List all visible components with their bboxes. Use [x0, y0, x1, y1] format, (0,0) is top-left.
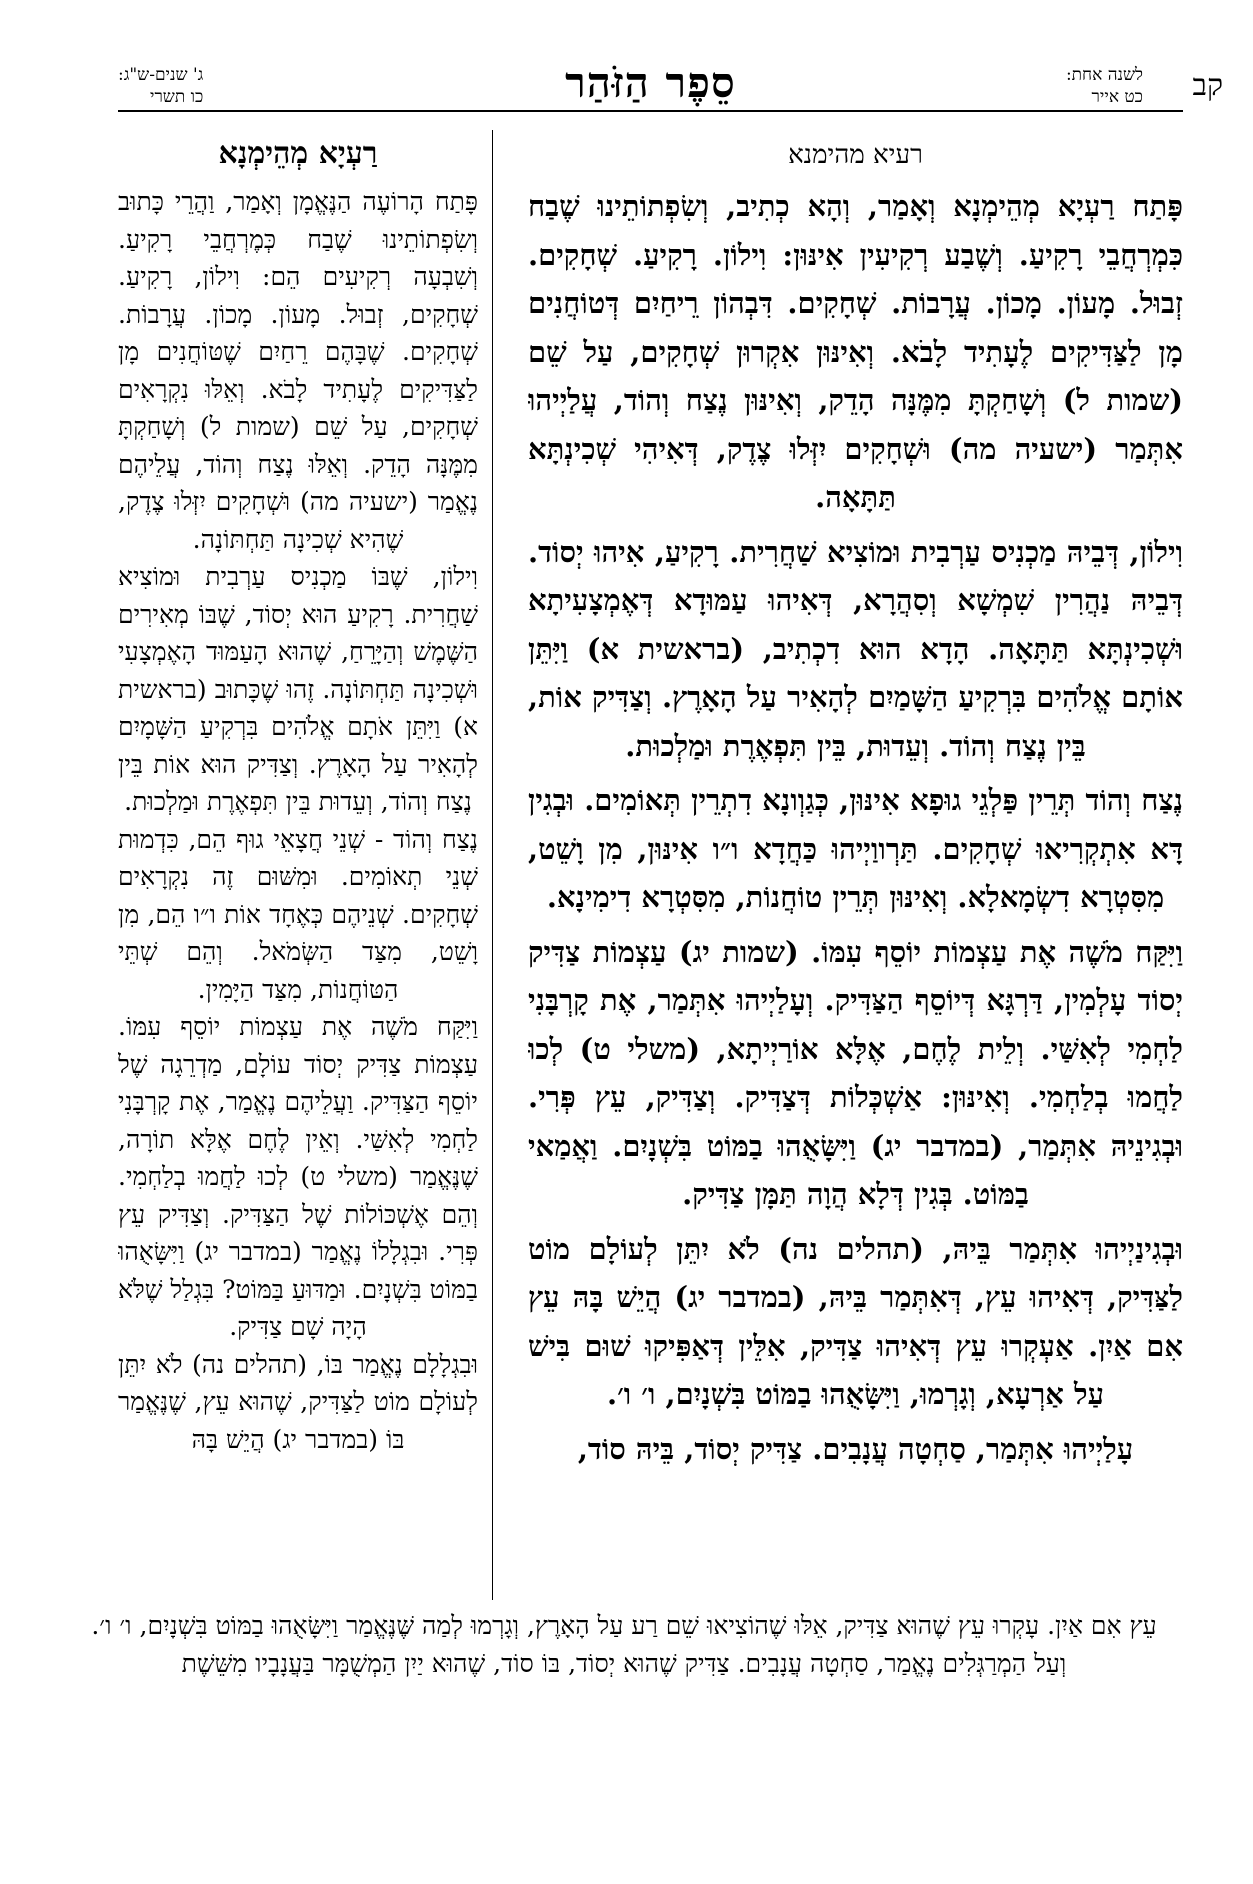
aramaic-text-column: [528, 130, 1183, 1600]
schedule-one-year-date: כט אייר: [1091, 87, 1143, 107]
schedule-three-years-label: ג' שנים-ש"ג:: [118, 65, 204, 85]
text-paragraph: פָּתַח רַעְיָא מְהֵימְנָא וְאָמַר, וְהָא כְתִיב, וְשִׂפְתוֹתֵינוּ שֶׁבַח כִּמְרְחֲבֵי רָקִיעַ. וְשֶׁבַע רְקִיעִין אִינּוּן: וִילוֹן. רָקִיעַ. שְׁחָקִים. זְבוּל. מָעוֹן. מָכוֹן. עֲרָבוֹת. שְׁחָקִים. דִּבְהוֹן רֵיחַיִם דְּטוֹחֲנִים מָן לַצַּדִּיקִים לֶעָתִיד לָבֹא. וְאִינּוּן אִקְרוּן שְׁחָקִים, עַל שֵׁם (שמות ל) וְשָׁחַקְתָּ מִמֶּנָּה הָדֵק, וְאִינּוּן נֶצַח וְהוֹד, עֲלַיְיהוּ אִתְּמַר (ישעיה מה) וּשְׁחָקִים יִזְּלוּ צֶדֶק, דְּאִיהִי שְׁכִינְתָּא תַּתָּאָה.: [528, 189, 1183, 514]
translation-paragraph: נֶצַח וְהוֹד - שְׁנֵי חֲצָאֵי גוּף הֵם, כִּדְמוּת שְׁנֵי תְאוֹמִים. וּמִשּׁוּם זֶה נִקְרָאִים שְׁחָקִים. שְׁנֵיהֶם כְּאֶחָד אוֹת ו״ו הֵם, מִן וָשֵׁט, מִצַּד הַשְּׂמֹאל. וְהֵם שְׁתֵּי הַטּוֹחֲנוֹת, מִצַּד הַיָּמִין.: [118, 824, 478, 1004]
book-title: סֵפֶר הַזֹּהַר: [565, 58, 736, 107]
translation-paragraph: וִילוֹן, שֶׁבּוֹ מַכְנִיס עַרְבִית וּמוֹצִיא שַׁחֲרִית. רָקִיעַ הוּא יְסוֹד, שֶׁבּוֹ מְאִירִים הַשֶּׁמֶשׁ וְהַיָּרֵחַ, שֶׁהוּא הָעַמּוּד הָאֶמְצָעִי וּשְׁכִינָה תַּחְתּוֹנָה. זֶהוּ שֶׁכָּתוּב (בראשית א) וַיִּתֵּן אֹתָם אֱלֹהִים בִּרְקִיעַ הַשָּׁמָיִם לְהָאִיר עַל הָאָרֶץ. וְצַדִּיק הוּא אוֹת בֵּין נֶצַח וְהוֹד, וְעֵדוּת בֵּין תִּפְאֶרֶת וּמַלְכוּת.: [118, 562, 478, 816]
text-paragraph: נֶצַח וְהוֹד תְּרֵין פַּלְגֵי גוּפָא אִינּוּן, כְּגַוְונָא דִתְרֵין תְּאוֹמִים. וּבְגִין דָּא אִתְקְרִיאוּ שְׁחָקִים. תַּרְווַיְיהוּ כַּחֲדָא ו״ו אִינּוּן, מִן וָשֵׁט, מִסִּטְרָא דִשְׂמָאלָא. וְאִינּוּן תְּרֵין טוֹחֲנוֹת, מִסִּטְרָא דִימִינָא.: [528, 783, 1183, 914]
text-paragraph: וּבְגִינַיְיהוּ אִתְּמַר בֵּיהּ, (תהלים נה) לֹא יִתֵּן לְעוֹלָם מוֹט לַצַּדִּיק, דְּאִיהוּ עֵץ, דְּאִתְּמַר בֵּיהּ, (במדבר יג) הֲיֵשׁ בָּהּ עֵץ אִם אַיִן. אַעְקְרוּ עֵץ דְּאִיהוּ צַדִּיק, אִלֵּין דְּאַפִּיקוּ שׁוּם בִּישׁ עַל אַרְעָא, וְגָרְמוּ, וַיִּשָּׂאֻהוּ בַמּוֹט בִּשְׁנָיִם, ו׳ ו׳.: [528, 1231, 1183, 1411]
continuation-paragraph: עֵץ אִם אַיִן. עָקְרוּ עֵץ שֶׁהוּא צַדִּיק, אֵלּוּ שֶׁהוֹצִיאוּ שֵׁם רַע עַל הָאָרֶץ, וְגָרְמוּ לְמַה שֶּׁנֶּאֱמַר וַיִּשָּׂאֻהוּ בַמּוֹט בִּשְׁנָיִם, ו׳ ו׳.: [91, 1611, 1157, 1640]
translation-paragraph: פָּתַח הָרוֹעֶה הַנֶּאֱמָן וְאָמַר, וַהֲרֵי כָּתוּב וְשִׂפְתוֹתֵינוּ שֶׁבַח כְּמֶרְחֲבֵי רָקִיעַ. וְשִׁבְעָה רְקִיעִים הֵם: וִילוֹן, רָקִיעַ. שְׁחָקִים, זְבוּל. מָעוֹן. מָכוֹן. עֲרָבוֹת. שְׁחָקִים. שֶׁבָּהֶם רֵחַיִם שֶׁטּוֹחֲנִים מָן לַצַּדִּיקִים לֶעָתִיד לָבֹא. וְאֵלּוּ נִקְרָאִים שְׁחָקִים, עַל שֵׁם (שמות ל) וְשָׁחַקְתָּ מִמֶּנָּה הָדֵק. וְאֵלּוּ נֶצַח וְהוֹד, עֲלֵיהֶם נֶאֱמַר (ישעיה מה) וּשְׁחָקִים יִזְּלוּ צֶדֶק, שֶׁהִיא שְׁכִינָה תַּחְתּוֹנָה.: [118, 187, 478, 554]
page-header: [118, 58, 1223, 122]
section-heading: רעיא מהימנא: [788, 140, 923, 170]
page-number: קב: [1192, 68, 1223, 103]
schedule-one-year-label: לשנה אחת:: [1065, 65, 1143, 85]
text-paragraph: וַיִּקַּח מֹשֶׁה אֶת עַצְמוֹת יוֹסֵף עִמּוֹ. (שמות יג) עַצְמוֹת צַדִּיק יְסוֹד עָלְמִין, דַּרְגָּא דְּיוֹסֵף הַצַּדִּיק. וְעָלַיְיהוּ אִתְּמַר, אֶת קָרְבָּנִי לַחְמִי לְאִשַּׁי. וְלֵית לֶחֶם, אֶלָּא אוֹרַיְיתָא, (משלי ט) לְכוּ לַחֲמוּ בְלַחְמִי. וְאִינּוּן: אַשְׁכְּלוֹת דְּצַדִּיק. וְצַדִּיק, עֵץ פְּרִי. וּבְגִינֵיהּ אִתְּמַר, (במדבר יג) וַיִּשָּׂאֻהוּ בַמּוֹט בִּשְׁנָיִם. וַאֲמַאי בַמּוֹט. בְּגִין דְּלָא הֲוָה תַּמָּן צַדִּיק.: [528, 934, 1183, 1211]
hebrew-translation-column: [118, 130, 478, 1600]
column-divider: [492, 130, 493, 1600]
text-paragraph: וִילוֹן, דְּבֵיהּ מַכְנִיס עַרְבִית וּמוֹצִיא שַׁחֲרִית. רָקִיעַ, אִיהוּ יְסוֹד. דְּבֵיהּ נַהֲרִין שִׁמְשָׁא וְסִהֲרָא, דְּאִיהוּ עַמּוּדָא דְּאֶמְצָעִיתָא וּשְׁכִינְתָּא תַּתָּאָה. הָדָא הוּא דִכְתִיב, (בראשית א) וַיִּתֵּן אוֹתָם אֱלֹהִים בִּרְקִיעַ הַשָּׁמַיִם לְהָאִיר עַל הָאָרֶץ. וְצַדִּיק אוֹת, בֵּין נֶצַח וְהוֹד. וְעֵדוּת, בֵּין תִּפְאֶרֶת וּמַלְכוּת.: [528, 534, 1183, 763]
header-rule: [118, 110, 1183, 112]
reading-schedule-three-years: [118, 64, 203, 108]
schedule-three-years-date: כו תשרי: [149, 87, 204, 107]
translation-paragraph: וּבִגְלָלָם נֶאֱמַר בּוֹ, (תהלים נה) לֹא יִתֵּן לְעוֹלָם מוֹט לַצַּדִּיק, שֶׁהוּא עֵץ, שֶׁנֶּאֱמַר בּוֹ (במדבר יג) הֲיֵשׁ בָּהּ: [118, 1349, 478, 1454]
translation-continuation: [55, 1608, 1193, 1684]
text-paragraph: עָלַיְיהוּ אִתְּמַר, סַחְטָה עֲנָבִים. צַדִּיק יְסוֹד, בֵּיהּ סוֹד,: [577, 1431, 1134, 1466]
translation-heading: רַעְיָא מְהֵימְנָא: [218, 136, 378, 171]
translation-paragraph: וַיִּקַּח מֹשֶׁה אֶת עַצְמוֹת יוֹסֵף עִמּוֹ. עַצְמוֹת צַדִּיק יְסוֹד עוֹלָם, מַדְרֵגָה שֶׁל יוֹסֵף הַצַּדִּיק. וַעֲלֵיהֶם נֶאֱמַר, אֶת קָרְבָּנִי לַחְמִי לְאִשַּׁי. וְאֵין לֶחֶם אֶלָּא תוֹרָה, שֶׁנֶּאֱמַר (משלי ט) לְכוּ לַחֲמוּ בְלַחְמִי. וְהֵם אֶשְׁכּוֹלוֹת שֶׁל הַצַּדִּיק. וְצַדִּיק עֵץ פְּרִי. וּבִגְלָלוֹ נֶאֱמַר (במדבר יג) וַיִּשָּׂאֻהוּ בַמּוֹט בִּשְׁנָיִם. וּמַדּוּעַ בַּמּוֹט? בִּגְלַל שֶׁלֹּא הָיָה שָׁם צַדִּיק.: [118, 1012, 478, 1341]
continuation-paragraph: וְעַל הַמְרַגְּלִים נֶאֱמַר, סַחְטָה עֲנָבִים. צַדִּיק שֶׁהוּא יְסוֹד, בּוֹ סוֹד, שֶׁהוּא יַיִן הַמְשֻׁמָּר בַּעֲנָבָיו מִשֵּׁשֶׁת: [181, 1649, 1067, 1678]
